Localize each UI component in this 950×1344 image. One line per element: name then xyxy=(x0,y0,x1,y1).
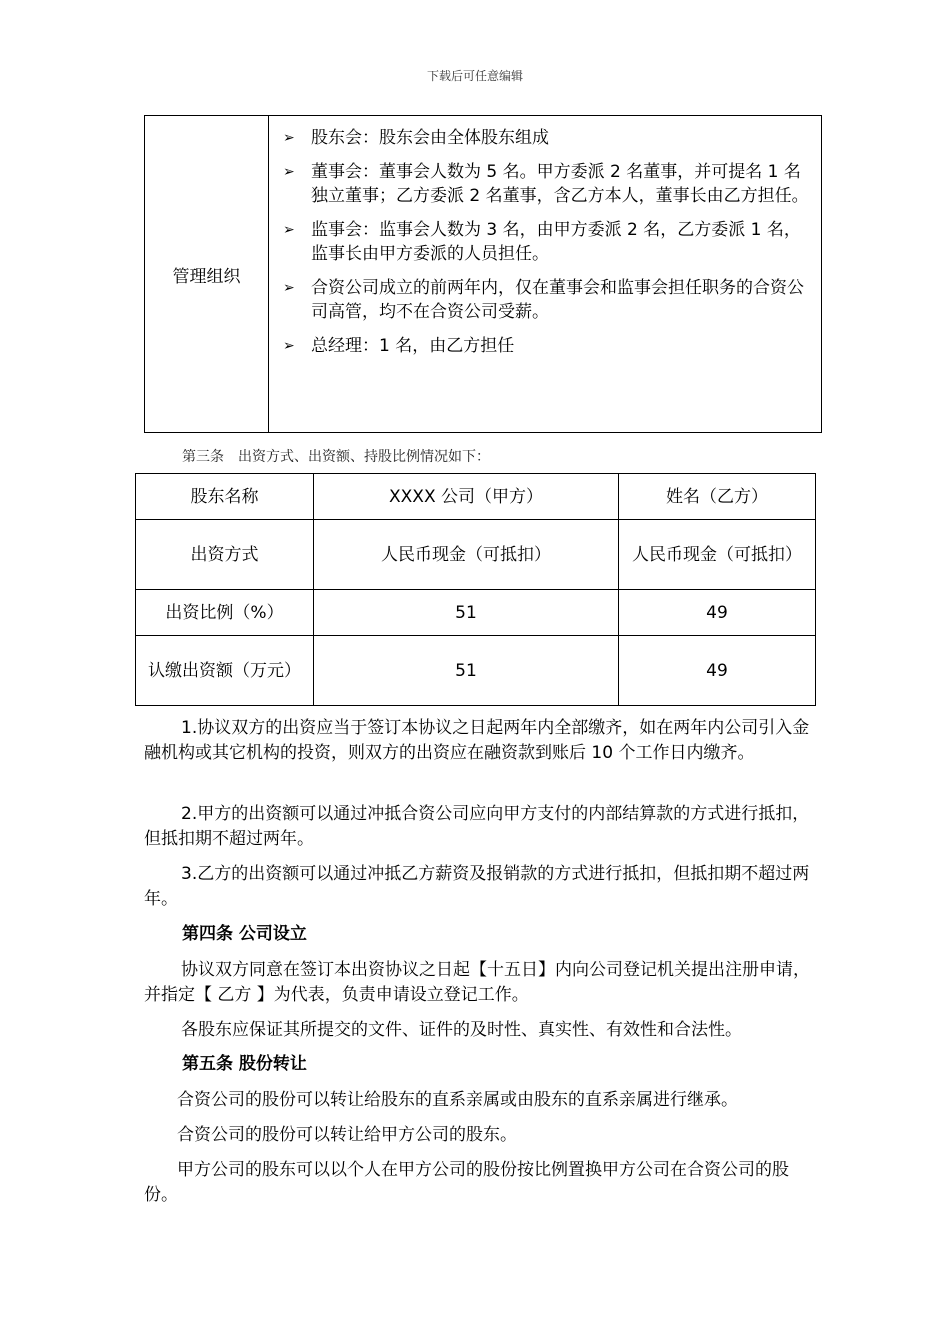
table-cell: 49 xyxy=(619,590,816,636)
list-item: ➢ 股东会：股东会由全体股东组成 xyxy=(279,126,809,150)
list-item: ➢ 董事会：董事会人数为 5 名。甲方委派 2 名董事，并可提名 1 名独立董事；乙方委派 2 名董事，含乙方本人，董事长由乙方担任。 xyxy=(279,160,809,208)
paragraph-8: 甲方公司的股东可以以个人在甲方公司的股份按比例置换甲方公司在合资公司的股份。 xyxy=(144,1160,789,1205)
management-items xyxy=(269,116,821,432)
article-4-heading: 第四条 公司设立 xyxy=(182,924,307,944)
table-cell: 出资方式 xyxy=(136,520,314,590)
table-cell: 姓名（乙方） xyxy=(619,474,816,520)
contribution-table xyxy=(135,473,816,706)
paragraph-1: 1.协议双方的出资应当于签订本协议之日起两年内全部缴齐，如在两年内公司引入金融机构或其它机构的投资，则双方的出资应在融资款到账后 10 个工作日内缴齐。 xyxy=(144,718,810,763)
table-cell: 人民币现金（可抵扣） xyxy=(314,520,619,590)
paragraph-6: 合资公司的股份可以转让给股东的直系亲属或由股东的直系亲属进行继承。 xyxy=(177,1090,738,1110)
paragraph-2: 2.甲方的出资额可以通过冲抵合资公司应向甲方支付的内部结算款的方式进行抵扣，但抵扣期不超过两年。 xyxy=(144,804,810,849)
table-cell: 51 xyxy=(314,636,619,706)
article-5-heading: 第五条 股份转让 xyxy=(182,1054,307,1074)
table-row xyxy=(136,590,816,636)
management-table xyxy=(144,115,822,433)
table-cell: 认缴出资额（万元） xyxy=(136,636,314,706)
page-header: 下载后可任意编辑 xyxy=(426,69,523,83)
table-cell: 人民币现金（可抵扣） xyxy=(619,520,816,590)
table-row xyxy=(136,520,816,590)
management-label: 管理组织 xyxy=(145,116,269,432)
table-row xyxy=(136,636,816,706)
list-item: ➢ 监事会：监事会人数为 3 名，由甲方委派 2 名，乙方委派 1 名，监事长由甲方委派的人员担任。 xyxy=(279,218,809,266)
table-cell: 49 xyxy=(619,636,816,706)
arrow-bullet-icon: ➢ xyxy=(283,338,295,354)
arrow-bullet-icon: ➢ xyxy=(283,280,295,296)
list-item: ➢ 总经理：1 名，由乙方担任 xyxy=(279,334,809,358)
arrow-bullet-icon: ➢ xyxy=(283,222,295,238)
table-cell: XXXX 公司（甲方） xyxy=(314,474,619,520)
list-item: ➢ 合资公司成立的前两年内，仅在董事会和监事会担任职务的合资公司高管，均不在合资公司受薪。 xyxy=(279,276,809,324)
paragraph-5: 各股东应保证其所提交的文件、证件的及时性、真实性、有效性和合法性。 xyxy=(181,1020,742,1040)
arrow-bullet-icon: ➢ xyxy=(283,130,295,146)
table-cell: 51 xyxy=(314,590,619,636)
paragraph-7: 合资公司的股份可以转让给甲方公司的股东。 xyxy=(177,1125,517,1145)
paragraph-3: 3.乙方的出资额可以通过冲抵乙方薪资及报销款的方式进行抵扣，但抵扣期不超过两年。 xyxy=(144,864,810,909)
arrow-bullet-icon: ➢ xyxy=(283,164,295,180)
article-3-intro: 第三条 出资方式、出资额、持股比例情况如下： xyxy=(182,449,490,465)
paragraph-4: 协议双方同意在签订本出资协议之日起【十五日】内向公司登记机关提出注册申请，并指定【 乙方 】为代表，负责申请设立登记工作。 xyxy=(144,960,810,1005)
table-cell: 出资比例（%） xyxy=(136,590,314,636)
table-row xyxy=(136,474,816,520)
table-cell: 股东名称 xyxy=(136,474,314,520)
